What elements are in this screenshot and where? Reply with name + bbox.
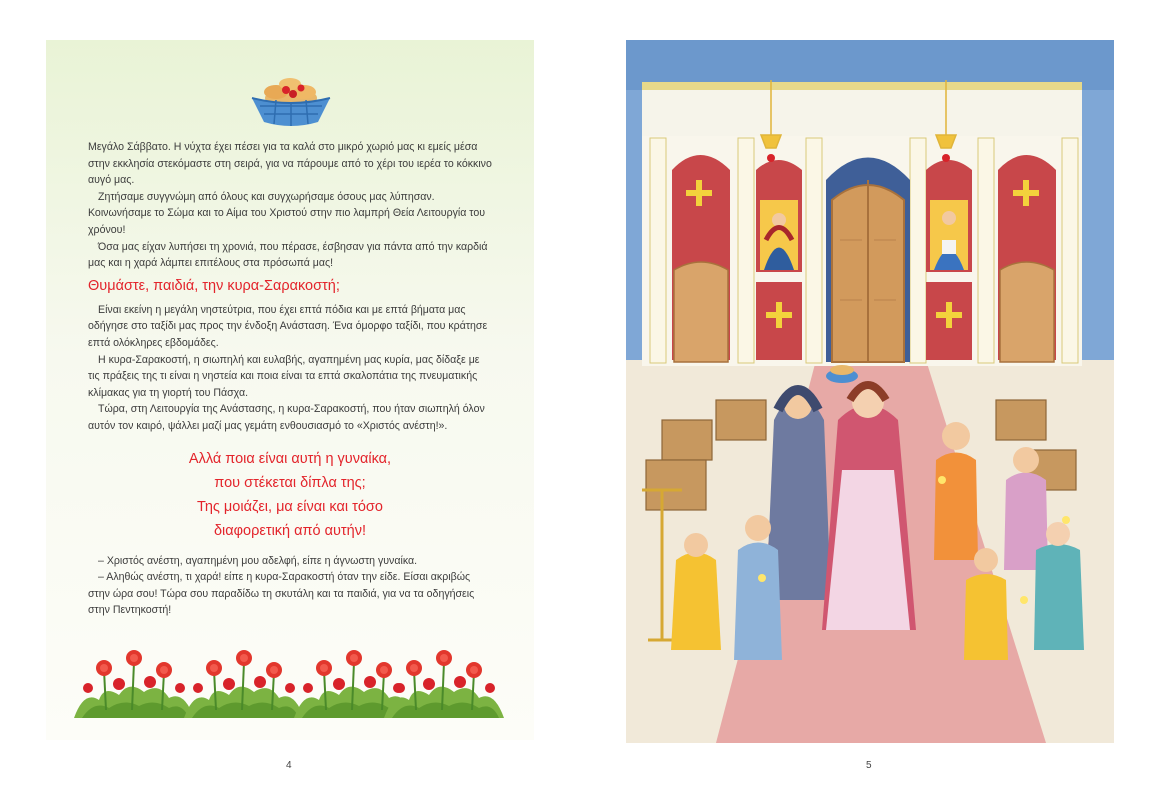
- question-line: διαφορετική από αυτήν!: [213, 522, 366, 539]
- paragraph: Μεγάλο Σάββατο. Η νύχτα έχει πέσει για τα καλά στο μικρό χωριό μας κι εμείς μέσα στην εκκλησία στεκόμαστε στη σειρά, για να πάρουμε από το χέρι του ιερέα το κόκκινο αυγό μας.: [88, 141, 492, 187]
- roses-border-illustration: [74, 640, 504, 720]
- paragraph: Η κυρα-Σαρακοστή, η σιωπηλή και ευλαβής, αγαπημένη μας κυρία, μας δίδαξε με τις πράξεις της τι είναι η νηστεία και ποια είναι τα επτά σκαλοπάτια της πνευματικής κλίμακας για τη γιορτή του Πάσχα.: [88, 353, 480, 399]
- left-page: [46, 40, 534, 740]
- paragraph: Όσα μας είχαν λυπήσει τη χρονιά, που πέρασε, έσβησαν για πάντα από την καρδιά μας και η χαρά λάμπει επιτέλους στα πρόσωπά μας!: [88, 240, 488, 270]
- paragraph: Τώρα, στη Λειτουργία της Ανάστασης, η κυρα-Σαρακοστή, που ήταν σιωπηλή όλον αυτόν τον καιρό, ψάλλει μαζί μας γεμάτη ενθουσιασμό το «Χριστός ανέστη!».: [88, 403, 485, 432]
- question-block: [88, 447, 492, 543]
- question-line: Της μοιάζει, μα είναι και τόσο: [197, 498, 383, 515]
- section-heading: Θυμάστε, παιδιά, την κυρα-Σαρακοστή;: [88, 277, 340, 294]
- paragraph: Ζητήσαμε συγγνώμη από όλους και συγχωρήσαμε όσους μας λύπησαν. Κοινωνήσαμε το Σώμα και το Αίμα του Χριστού στην πιο λαμπρή Θεία Λειτουργία του χρόνου!: [88, 190, 486, 236]
- paragraph: – Αληθώς ανέστη, τι χαρά! είπε η κυρα-Σαρακοστή όταν την είδε. Είσαι ακριβώς στην ώρα σου! Τώρα σου παραδίδω τη σκυτάλη και τα παιδιά, για να τα οδηγήσεις στην Πεντηκοστή!: [88, 571, 475, 617]
- story-text: [88, 139, 492, 619]
- page-number-right: 5: [866, 760, 872, 771]
- question-line: που στέκεται δίπλα της;: [214, 474, 366, 491]
- page-number-left: 4: [286, 760, 292, 771]
- question-line: Αλλά ποια είναι αυτή η γυναίκα,: [188, 450, 392, 467]
- paragraph: Είναι εκείνη η μεγάλη νηστεύτρια, που έχει επτά πόδια και με επτά βήματα μας οδήγησε στο ταξίδι μας προς την ένδοξη Ανάσταση. Ένα όμορφο ταξίδι, που κράτησε επτά ολόκληρες εβδομάδες.: [88, 303, 488, 349]
- church-illustration: [626, 40, 1114, 743]
- paragraph: – Χριστός ανέστη, αγαπημένη μου αδελφή, είπε η άγνωστη γυναίκα.: [98, 554, 418, 567]
- egg-bread-bowl-illustration: [246, 68, 336, 130]
